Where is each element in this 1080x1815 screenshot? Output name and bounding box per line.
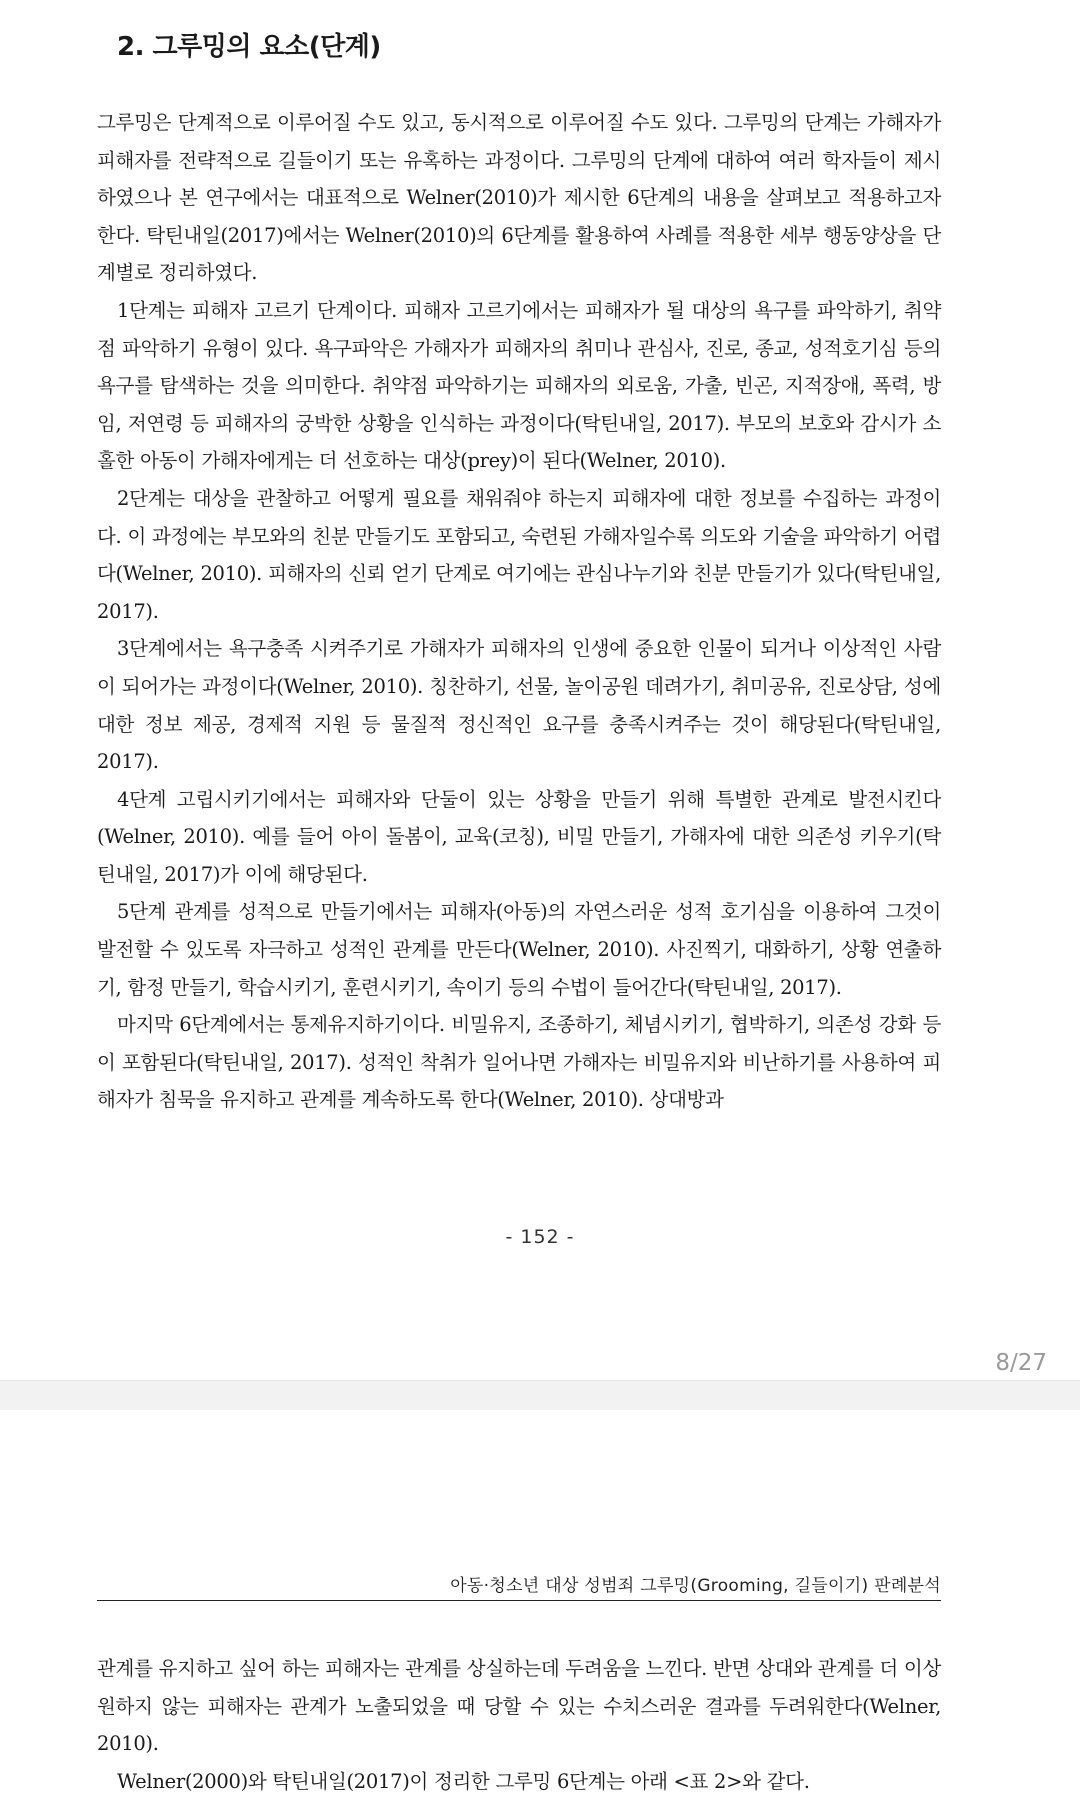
page-number: - 152 - [505,1226,575,1248]
paragraph-stage-1: 1단계는 피해자 고르기 단계이다. 피해자 고르기에서는 피해자가 될 대상의 욕구를 파악하기, 취약점 파악하기 유형이 있다. 욕구파악은 가해자가 피해자의 취미나 관심사, 진로, 종교, 성적호기심 등의 욕구를 탐색하는 것을 의미한다. 취약점 파악하기는 피해자의 외로움, 가출, 빈곤, 지적장애, 폭력, 방임, 저연령 등 피해자의 궁박한 상황을 인식하는 과정이다(탁틴내일, 2017). 부모의 보호와 감시가 소홀한 아동이 가해자에게는 더 선호하는 대상(prey)이 된다(Welner, 2010). [97,298,941,473]
paragraph-stage-3: 3단계에서는 욕구충족 시켜주기로 가해자가 피해자의 인생에 중요한 인물이 되거나 이상적인 사람이 되어가는 과정이다(Welner, 2010). 칭찬하기, 선물, 놀이공원 데려가기, 취미공유, 진로상담, 성에대한 정보 제공, 경제적 지원 등 물질적 정신적인 요구를 충족시켜주는 것이 해당된다(탁틴내일, 2017). [97,637,941,774]
paragraph-continuation: 관계를 유지하고 싶어 하는 피해자는 관계를 상실하는데 두려움을 느낀다. 반면 상대와 관계를 더 이상 원하지 않는 피해자는 관계가 노출되었을 때 당할 수 있는 수치스러운 결과를 두려워한다(Welner, 2010). [97,1657,941,1756]
paragraph-stage-2: 2단계는 대상을 관찰하고 어떻게 필요를 채워줘야 하는지 피해자에 대한 정보를 수집하는 과정이다. 이 과정에는 부모와의 친분 만들기도 포함되고, 숙련된 가해자일수록 의도와 기술을 파악하기 어렵다(Welner, 2010). 피해자의 신뢰 얻기 단계로 여기에는 관심나누기와 친분 만들기가 있다(탁틴내일, 2017). [97,486,941,623]
body-text-top [97,104,941,1119]
paragraph-stage-6: 마지막 6단계에서는 통제유지하기이다. 비밀유지, 조종하기, 체념시키기, 협박하기, 의존성 강화 등이 포함된다(탁틴내일, 2017). 성적인 착취가 일어나면 가해자는 비밀유지와 비난하기를 사용하여 피해자가 침묵을 유지하고 관계를 계속하도록 한다(Welner, 2010). 상대방과 [97,1013,941,1112]
body-text-bottom [97,1650,941,1800]
paragraph-stage-5: 5단계 관계를 성적으로 만들기에서는 피해자(아동)의 자연스러운 성적 호기심을 이용하여 그것이 발전할 수 있도록 자극하고 성적인 관계를 만든다(Welner, 2010). 사진찍기, 대화하기, 상황 연출하기, 함정 만들기, 학습시키기, 훈련시키기, 속이기 등의 수법이 들어간다(탁틴내일, 2017). [97,900,941,999]
paragraph-stage-4: 4단계 고립시키기에서는 피해자와 단둘이 있는 상황을 만들기 위해 특별한 관계로 발전시킨다(Welner, 2010). 예를 들어 아이 돌봄이, 교육(코칭), 비밀 만들기, 가해자에 대한 의존성 키우기(탁틴내일, 2017)가 이에 해당된다. [97,787,941,886]
running-header: 아동·청소년 대상 성범죄 그루밍(Grooming, 길들이기) 판례분석 [97,1571,941,1601]
paragraph-table-reference: Welner(2000)와 탁틴내일(2017)이 정리한 그루밍 6단계는 아래 <표 2>와 같다. [117,1769,810,1793]
section-title: 2. 그루밍의 요소(단계) [117,32,381,62]
paragraph-intro: 그루밍은 단계적으로 이루어질 수도 있고, 동시적으로 이루어질 수도 있다. 그루밍의 단계는 가해자가 피해자를 전략적으로 길들이기 또는 유혹하는 과정이다. 그루밍의 단계에 대하여 여러 학자들이 제시하였으나 본 연구에서는 대표적으로 Welner(2010)가 제시한 6단계의 내용을 살펴보고 적용하고자 한다. 탁틴내일(2017)에서는 Welner(2010)의 6단계를 활용하여 사례를 적용한 세부 행동양상을 단계별로 정리하였다. [97,111,941,285]
page-counter: 8/27 [995,1350,1047,1376]
page-separator [0,1380,1080,1412]
